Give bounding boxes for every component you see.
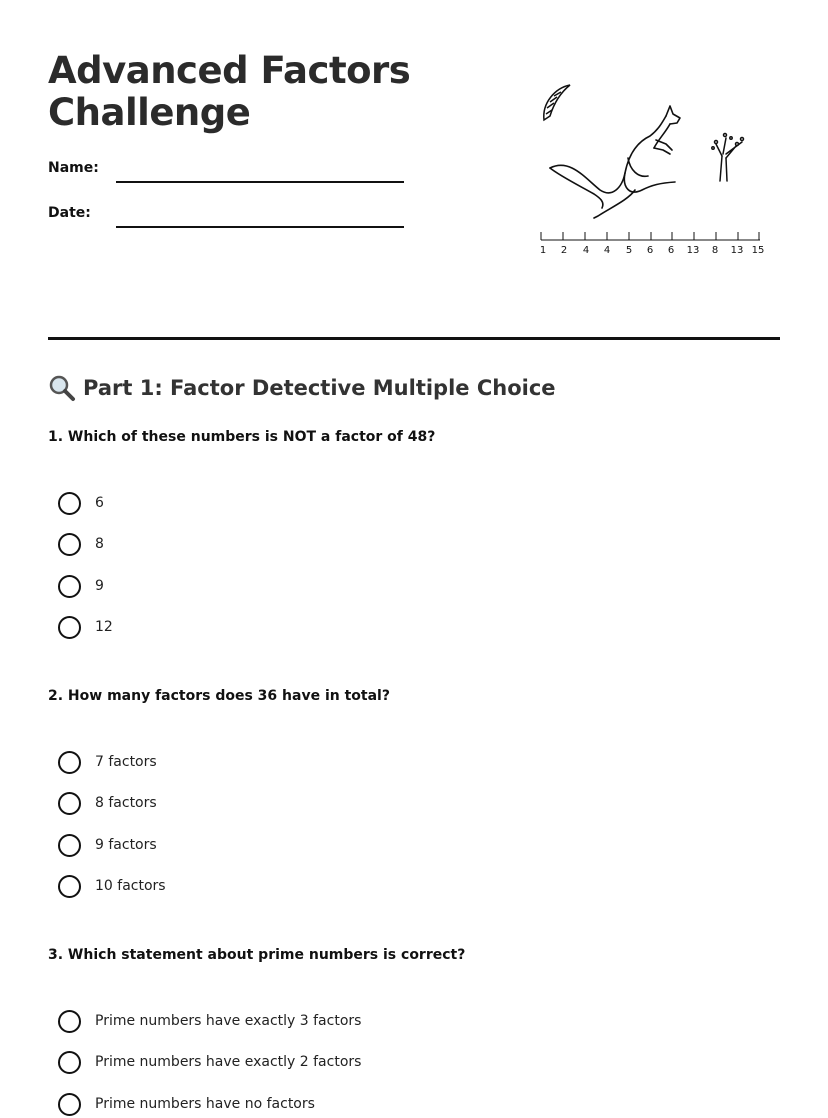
- magnifier-icon: [48, 374, 76, 402]
- ruler-label: 2: [560, 245, 568, 256]
- boomerang-icon: [544, 85, 570, 120]
- ruler-label: 6: [667, 245, 675, 256]
- date-field[interactable]: [48, 205, 408, 229]
- option-label: 10 factors: [95, 878, 166, 894]
- section-title: [48, 374, 556, 402]
- title-line-1: Advanced Factors: [48, 49, 411, 92]
- option[interactable]: [58, 1091, 315, 1117]
- worksheet-title: [48, 50, 410, 134]
- option-label: Prime numbers have exactly 3 factors: [95, 1013, 362, 1029]
- question-1: [48, 429, 788, 635]
- number-line: [541, 232, 760, 240]
- kangaroo-icon: [550, 106, 680, 218]
- ruler-label: 4: [582, 245, 590, 256]
- name-field[interactable]: [48, 160, 408, 184]
- option[interactable]: [58, 490, 104, 516]
- radio-button[interactable]: [58, 792, 81, 815]
- radio-button[interactable]: [58, 1051, 81, 1074]
- tree-icon: [712, 134, 744, 182]
- option-label: 9: [95, 578, 104, 594]
- date-line[interactable]: [116, 226, 404, 228]
- radio-button[interactable]: [58, 751, 81, 774]
- option[interactable]: [58, 531, 104, 557]
- name-line[interactable]: [116, 181, 404, 183]
- option[interactable]: [58, 573, 104, 599]
- question-text: 2. How many factors does 36 have in total?: [48, 688, 390, 704]
- question-3: [48, 947, 788, 1112]
- ruler-label: 5: [625, 245, 633, 256]
- radio-button[interactable]: [58, 875, 81, 898]
- ruler-label: 6: [646, 245, 654, 256]
- option-label: 6: [95, 495, 104, 511]
- question-text: 3. Which statement about prime numbers is correct?: [48, 947, 466, 963]
- option-label: 7 factors: [95, 754, 157, 770]
- option[interactable]: [58, 790, 157, 816]
- option-label: 12: [95, 619, 113, 635]
- option[interactable]: [58, 832, 157, 858]
- radio-button[interactable]: [58, 492, 81, 515]
- ruler-label: 15: [751, 245, 765, 256]
- ruler-label: 13: [686, 245, 700, 256]
- option-label: Prime numbers have no factors: [95, 1096, 315, 1112]
- ruler-label: 1: [539, 245, 547, 256]
- radio-button[interactable]: [58, 1010, 81, 1033]
- radio-button[interactable]: [58, 834, 81, 857]
- section-divider: [48, 337, 780, 340]
- name-label: Name:: [48, 160, 99, 176]
- option[interactable]: [58, 873, 166, 899]
- title-line-2: Challenge: [48, 91, 251, 134]
- option[interactable]: [58, 749, 157, 775]
- date-label: Date:: [48, 205, 91, 221]
- option-label: 8 factors: [95, 795, 157, 811]
- section-title-text: Part 1: Factor Detective Multiple Choice: [83, 376, 556, 400]
- option-label: 8: [95, 536, 104, 552]
- ruler-label: 8: [711, 245, 719, 256]
- radio-button[interactable]: [58, 575, 81, 598]
- question-text: 1. Which of these numbers is NOT a factor of 48?: [48, 429, 436, 445]
- kangaroo-illustration: [530, 78, 775, 263]
- ruler-label: 4: [603, 245, 611, 256]
- option-label: Prime numbers have exactly 2 factors: [95, 1054, 362, 1070]
- option-label: 9 factors: [95, 837, 157, 853]
- ruler-label: 13: [730, 245, 744, 256]
- radio-button[interactable]: [58, 533, 81, 556]
- option[interactable]: [58, 1049, 361, 1075]
- radio-button[interactable]: [58, 616, 81, 639]
- radio-button[interactable]: [58, 1093, 81, 1116]
- option[interactable]: [58, 614, 113, 640]
- question-2: [48, 688, 788, 894]
- option[interactable]: [58, 1008, 361, 1034]
